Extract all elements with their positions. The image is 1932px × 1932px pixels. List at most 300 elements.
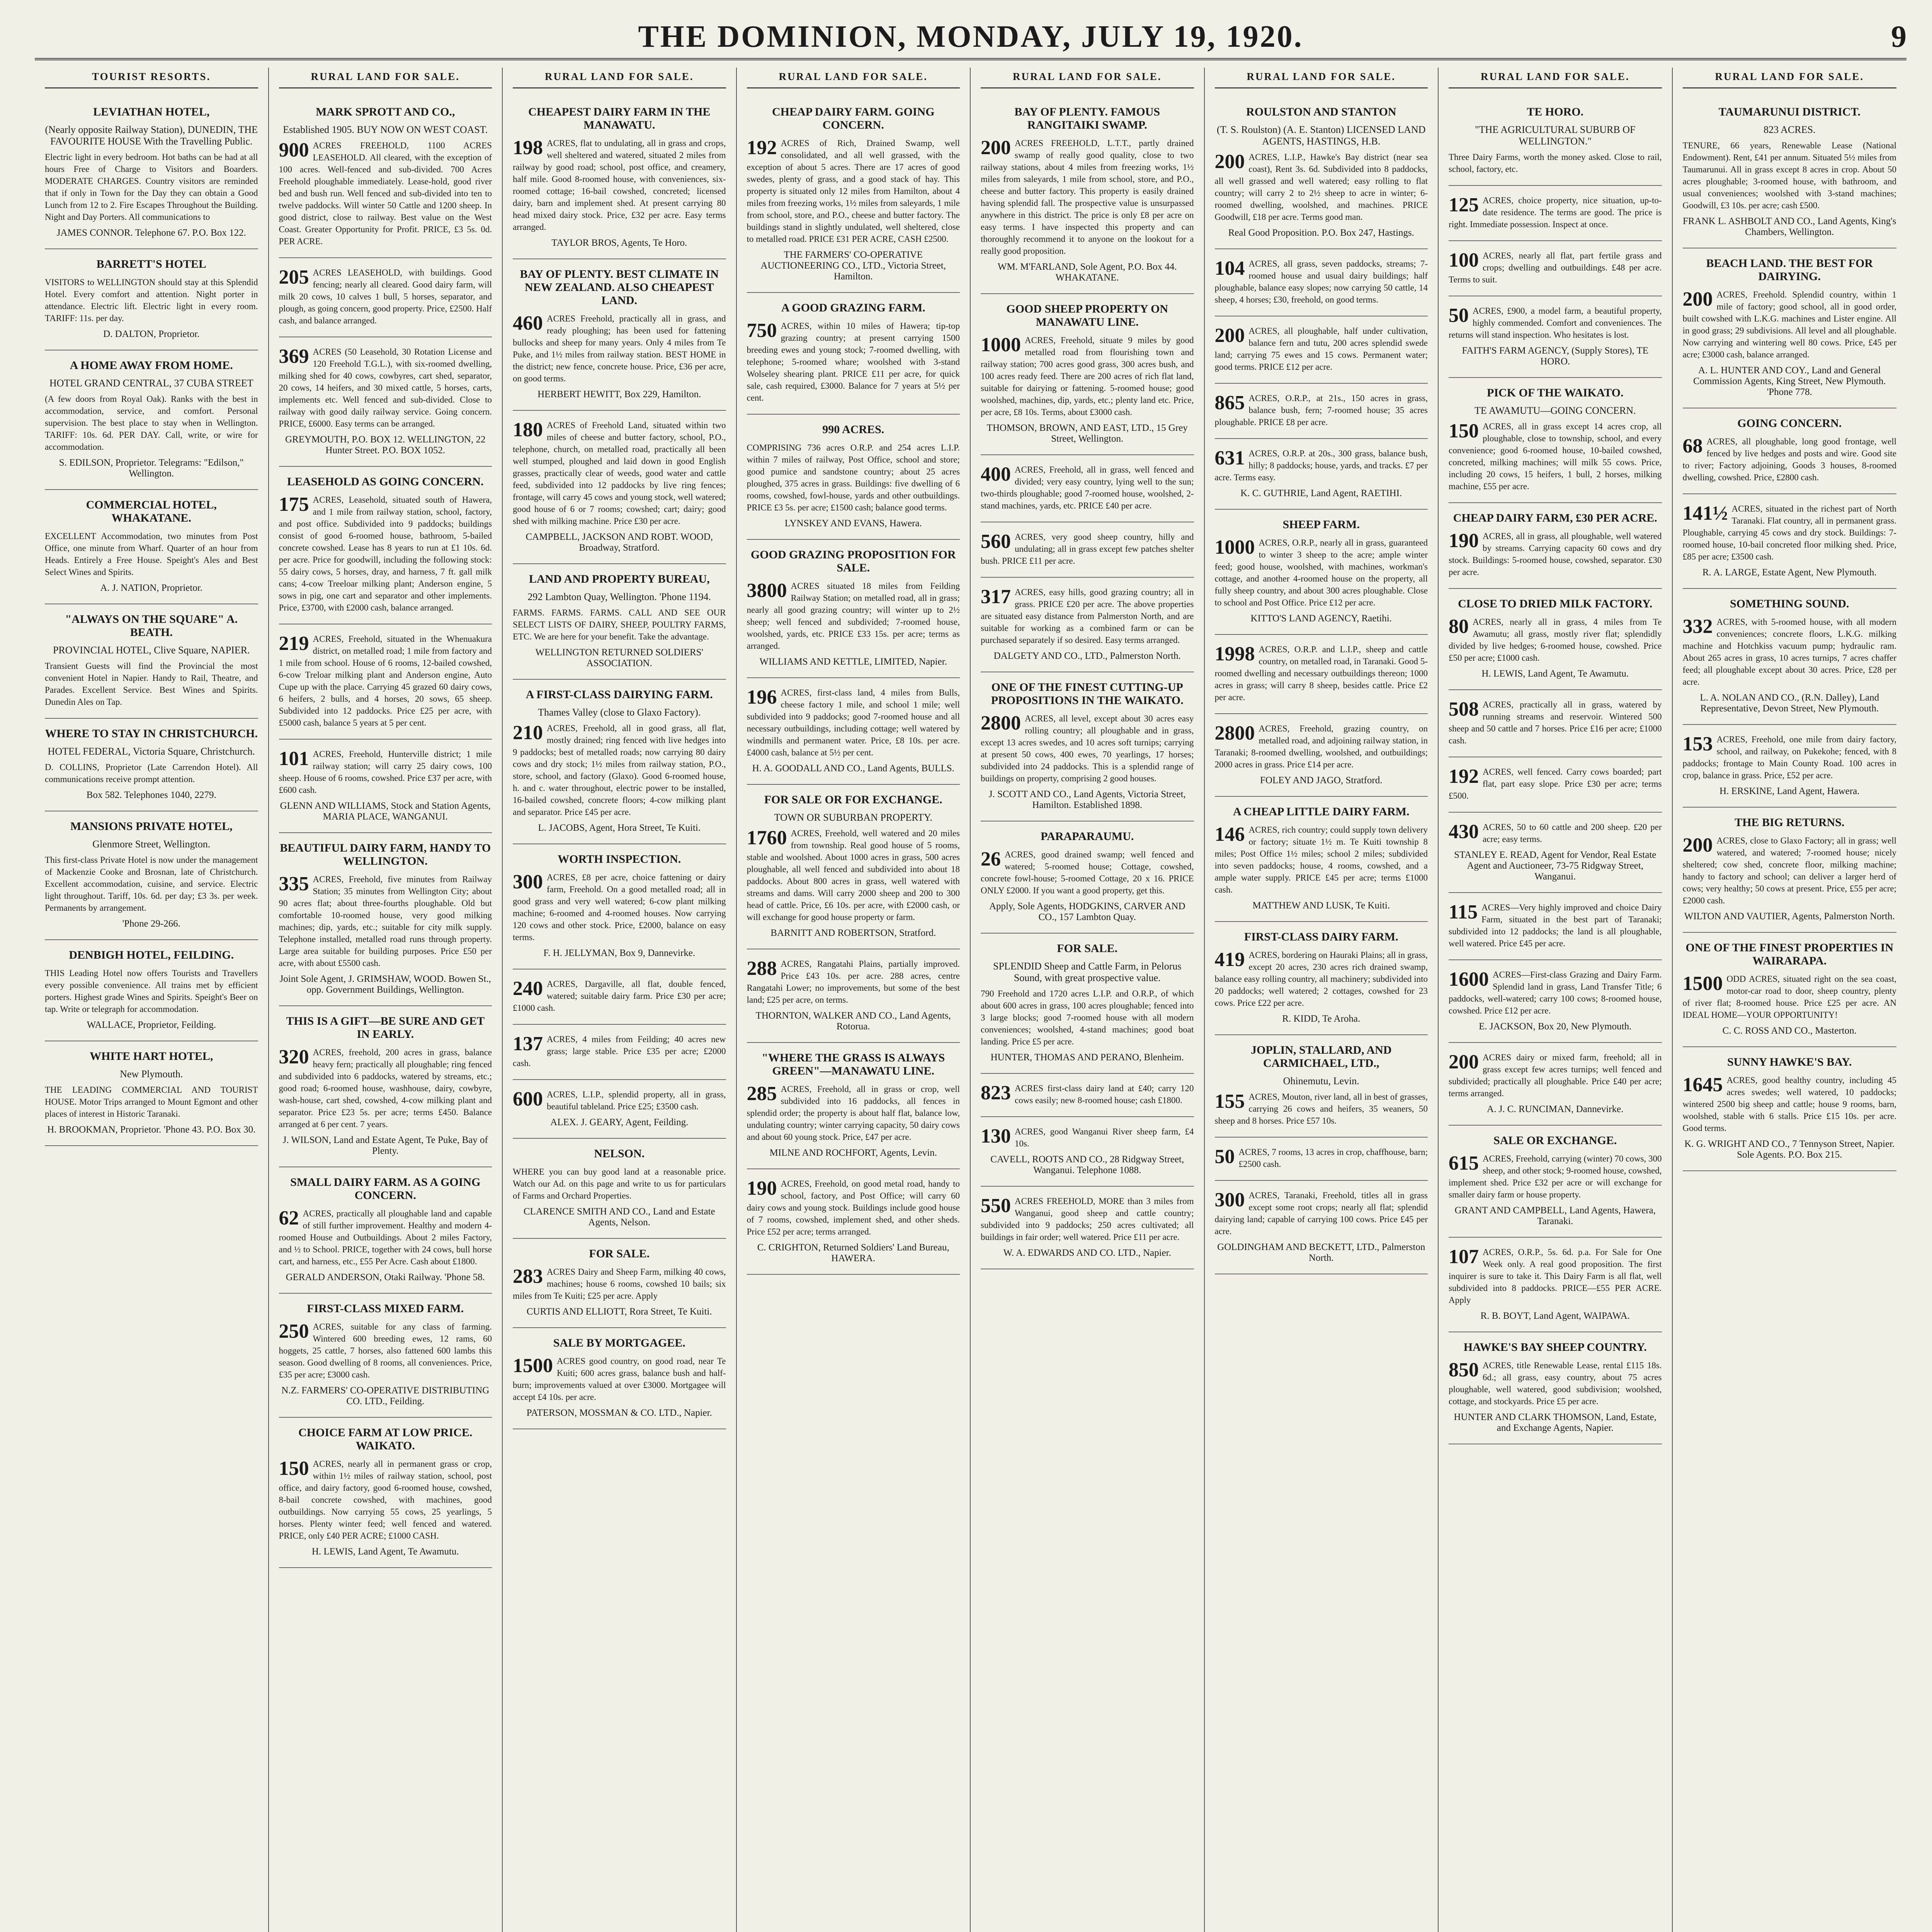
- ad-body: [45, 151, 258, 223]
- classified-ad: [1215, 97, 1428, 249]
- ad-text: ACRES, well fenced. Carry cows boarded; part flat, part easy slope. Price £30 per acre; terms £500.: [1449, 767, 1662, 801]
- classified-ad: [981, 934, 1194, 1074]
- masthead: [35, 15, 1906, 60]
- ad-body: [279, 873, 492, 969]
- ad-body: [513, 313, 726, 384]
- ad-signature: H. LEWIS, Land Agent, Te Awamutu.: [311, 1546, 459, 1557]
- ad-signature: K. G. WRIGHT AND CO., 7 Tennyson Street, Napier. Sole Agents. P.O. Box 215.: [1684, 1139, 1895, 1160]
- ad-signature: CAMPBELL, JACKSON AND ROBT. WOOD, Broadway, Stratford.: [526, 532, 713, 553]
- classified-ad: [747, 678, 960, 785]
- ad-text: ACRES, good healthy country, including 45 acres swedes; well watered, 10 paddocks; wintered 2500 big sheep and cattle; house 9 rooms, barn, woolshed, stable with 6 stalls. Price £15 10s. per acre. Good terms.: [1682, 1075, 1896, 1133]
- ad-text: ACRES good country, on good road, near Te Kuiti; 600 acres grass, balance bush and half-burn; improvements valued at over £3000. Mortgagee will accept £4 10s. per acre.: [513, 1356, 726, 1402]
- ad-subtitle: 823 ACRES.: [1764, 124, 1816, 135]
- ad-text: ACRES FREEHOLD, L.T.T., partly drained swamp of really good quality, close to two railway stations, about 4 miles from freezing works, 1½ miles from saleyards, 1 mile from school, store, and P.O., cheese and butter factory. This property is easily drained having splendid fall. The prospective value is unsurpassed anywhere in this district. The price is only £8 per acre on easy terms. I have inspected this property and can thoroughly recommend it to anyone on the lookout for a really good proposition.: [981, 138, 1194, 256]
- ad-title: LAND AND PROPERTY BUREAU,: [529, 573, 710, 585]
- ad-text: ACRES, 7 rooms, 13 acres in crop, chaffhouse, barn; £2500 cash.: [1238, 1147, 1428, 1169]
- ad-subtitle: Established 1905. BUY NOW ON WEST COAST.: [283, 124, 488, 135]
- ad-signature: THE FARMERS' CO-OPERATIVE AUCTIONEERING CO., LTD., Victoria Street, Hamilton.: [760, 250, 946, 282]
- ad-signature: FAITH'S FARM AGENCY, (Supply Stores), TE HORO.: [1462, 345, 1649, 367]
- classified-ad: [279, 467, 492, 624]
- column-header: TOURIST RESORTS.: [45, 68, 258, 88]
- ad-acreage: 210: [513, 722, 543, 744]
- page-column: [1673, 68, 1907, 1932]
- ad-title: MARK SPROTT AND CO.,: [316, 105, 455, 118]
- ad-subtitle: TOWN OR SUBURBAN PROPERTY.: [774, 812, 932, 823]
- ad-text: ACRES, all ploughable, half under cultivation, balance fern and tutu, 200 acres splendid swede land; carrying 75 ewes and 15 cows. Permanent water; good terms. PRICE £12 per acre.: [1214, 326, 1428, 372]
- ad-title: BAY OF PLENTY. BEST CLIMATE IN NEW ZEALAND. ALSO CHEAPEST LAND.: [520, 268, 719, 307]
- ad-body: [747, 827, 960, 923]
- ad-title: PARAPARAUMU.: [1041, 830, 1134, 843]
- ad-signature: FOLEY AND JAGO, Stratford.: [1260, 775, 1383, 786]
- classified-ad: [747, 415, 960, 540]
- ad-text: ACRES, rich country; could supply town delivery or factory; situate 1½ m. Te Kuiti township 8 miles; Post Office 1½ miles; school 2 miles; subdivided into seven paddocks; house, 4 rooms, cowshed, and a ample water supply. PRICE £45 per acre; terms £1000 cash.: [1214, 825, 1428, 895]
- classified-ad: [45, 1041, 258, 1146]
- ad-body: [981, 1126, 1194, 1150]
- ad-text: ACRES, suitable for any class of farming. Wintered 600 breeding ewes, 12 rams, 60 hoggets, 25 cattle, 7 horses, also fattened 600 lambs this season. Good dwelling of 8 rooms, all conveniences. Price, £35 per acre; £3000 cash.: [279, 1322, 492, 1379]
- ad-body: [513, 871, 726, 943]
- classified-ad: [1683, 97, 1897, 248]
- ad-text: ACRES, practically all in grass, watered by running streams and reservoir. Wintered 500 sheep and 50 cattle and 7 horses. Price £16 per acre; £1000 cash.: [1449, 700, 1662, 745]
- ad-text: EXCELLENT Accommodation, two minutes from Post Office, one minute from Wharf. Quarter of an hour from Heads. Entirely a Free House. Speight's Ales and Best Select Wines and Spirits.: [45, 531, 258, 577]
- ad-signature: H. A. GOODALL AND CO., Land Agents, BULLS.: [752, 763, 954, 774]
- ad-signature: HUNTER, THOMAS AND PERANO, Blenheim.: [990, 1052, 1184, 1063]
- ad-acreage: 1998: [1214, 643, 1255, 665]
- ad-acreage: 1760: [747, 827, 787, 849]
- classified-ad: [1215, 384, 1428, 439]
- ad-text: ACRES, all in grass except 14 acres crop, all ploughable, close to township, school, and every convenience; good 6-roomed house, 10-bailed cowshed, concreted, milking machines; will milk 55 cows. Price, including 20 cows, 15 heifers, 1 bull, 2 horses, milking machine, £55 per acre.: [1449, 422, 1662, 491]
- ad-body: [1215, 151, 1428, 223]
- classified-ad: [1449, 690, 1662, 757]
- ad-acreage: 26: [981, 848, 1001, 870]
- ad-body: [1449, 1153, 1662, 1201]
- classified-ad: [513, 97, 726, 259]
- classified-ad: [279, 337, 492, 467]
- ad-body: [279, 1208, 492, 1267]
- classified-ad: [513, 1139, 726, 1239]
- ad-body: [747, 1178, 960, 1238]
- ad-title: WHERE TO STAY IN CHRISTCHURCH.: [45, 727, 258, 740]
- classified-ad: [513, 1239, 726, 1328]
- ad-body: [981, 464, 1194, 512]
- ad-acreage: 419: [1214, 949, 1245, 971]
- ad-signature: GRANT AND CAMPBELL, Land Agents, Hawera, Taranaki.: [1454, 1205, 1656, 1226]
- ad-title: ONE OF THE FINEST PROPERTIES IN WAIRARAPA.: [1685, 941, 1894, 967]
- ad-text: D. COLLINS, Proprietor (Late Carrendon Hotel). All communications receive prompt attention.: [45, 762, 258, 784]
- ad-signature: WILTON AND VAUTIER, Agents, Palmerston North.: [1684, 911, 1895, 922]
- ad-title: LEVIATHAN HOTEL,: [93, 105, 210, 118]
- ad-signature: PATERSON, MOSSMAN & CO. LTD., Napier.: [526, 1408, 712, 1418]
- ad-title: A GOOD GRAZING FARM.: [781, 301, 925, 314]
- ad-body: [45, 761, 258, 785]
- ad-title: "ALWAYS ON THE SQUARE" A. BEATH.: [65, 613, 238, 639]
- ad-acreage: 460: [513, 312, 543, 334]
- ad-text: ACRES, Mouton, river land, all in best of grasses, carrying 26 cows and heifers, 35 weaners, 50 sheep and 8 horses. Price £57 10s.: [1214, 1092, 1428, 1126]
- ad-body: [279, 633, 492, 729]
- classified-ad: [981, 672, 1194, 821]
- ad-text: ODD ACRES, situated right on the sea coast, motor-car road to door, sheep country, plenty of river flat; 8-roomed house. Price £25 per acre. AN IDEAL HOME—YOUR OPPORTUNITY!: [1682, 974, 1896, 1020]
- ad-body: [1683, 139, 1897, 211]
- ad-body: [45, 660, 258, 708]
- ad-body: [45, 1084, 258, 1120]
- ad-text: ACRES situated 18 miles from Feilding Railway Station; on metalled road, all in grass; nearly all good grazing country; will winter up to 2½ sheep; well fenced and subdivided; 7-roomed house, woolshed, yards, etc. PRICE £33 15s. per acre; terms as arranged.: [747, 581, 960, 651]
- ad-text: ACRES, Freehold, five minutes from Railway Station; 35 minutes from Wellington City; about 90 acres flat; about three-fourths ploughable. Old but comfortable 10-roomed house, very good milking machines; dip, yards, etc.; suitable for city milk supply. Telephone installed, metalled road runs through property. Large area suitable for building purposes. Price £50 per acre, with about £5500 cash.: [279, 874, 492, 968]
- classified-ad: [45, 350, 258, 490]
- ad-acreage: 50: [1214, 1146, 1235, 1168]
- ad-text: Electric light in every bedroom. Hot baths can be had at all hours Free of Charge to Visitors and Boarders. MODERATE CHARGES. Country visitors are reminded that if only in Town for the Day they can obtain a Good Lunch from 12 to 2. Fire Escapes Throughout the Building. Night and Day Porters. All communications to: [45, 152, 258, 222]
- ad-text: ACRES, Freehold, one mile from dairy factory, school, and railway, on Pukekohe; fenced, with 8 paddocks; frontage to Main County Road. 100 acres in crop, balance in grass. Price, £52 per acre.: [1682, 735, 1896, 780]
- ad-title: BAY OF PLENTY. FAMOUS RANGITAIKI SWAMP.: [1014, 105, 1160, 131]
- classified-ad: [1449, 960, 1662, 1043]
- ad-text: ACRES, situated in the richest part of North Taranaki. Flat country, all in permanent grass. Ploughable, carrying 45 cows and dry stock. Buildings: 7-roomed house, 10-bail concreted floor milking shed. Price, £85 per acre; £3500 cash.: [1682, 504, 1896, 561]
- ad-acreage: 1000: [981, 334, 1021, 356]
- classified-ad: [981, 578, 1194, 672]
- ad-body: [1215, 1146, 1428, 1170]
- ad-text: ACRES, flat to undulating, all in grass and crops, well sheltered and watered, situated 2 miles from railway by good road; school, post office, and creamery, half mile. Good 8-roomed house, with conveniences, six-roomed cottage; 16-bail cowshed, concreted; licensed dairy, barn and implement shed. At present carrying 80 head mixed dairy stock. Price, £32 per acre. Easy terms arranged.: [513, 138, 726, 232]
- classified-ad: [1683, 408, 1897, 494]
- classified-ad: [981, 821, 1194, 934]
- ad-text: ACRES, nearly all in grass, 4 miles from Te Awamutu; all grass, mostly river flat; splendidly divided by live hedges; 6-roomed house, cowshed. Price £50 per acre; £1000 cash.: [1449, 617, 1662, 663]
- ad-acreage: 205: [279, 266, 309, 288]
- ad-body: [1215, 723, 1428, 770]
- ad-title: WORTH INSPECTION.: [558, 853, 681, 866]
- classified-ad: [513, 844, 726, 969]
- classified-ad: [45, 490, 258, 604]
- classified-ad: [1449, 186, 1662, 241]
- classified-ad: [981, 455, 1194, 522]
- ad-text: ACRES, first-class land, 4 miles from Bulls, cheese factory 1 mile, and school 1 mile; well subdivided into 9 paddocks; good 7-roomed house and all necessary outbuildings, including cottage; well watered by windmills and permanent water. Price, £8 10s. per acre. £4000 cash, balance at 5½ per cent.: [747, 688, 960, 757]
- ad-acreage: 150: [1449, 420, 1479, 442]
- classified-ad: [1683, 808, 1897, 933]
- ad-acreage: 62: [279, 1207, 299, 1229]
- ad-acreage: 250: [279, 1320, 309, 1342]
- ad-body: [513, 137, 726, 233]
- column-header: RURAL LAND FOR SALE.: [1449, 68, 1662, 88]
- ad-text: ACRES, O.R.P., at 21s., 150 acres in grass, balance bush, fern; 7-roomed house; 35 acres ploughable. PRICE £8 per acre.: [1214, 393, 1428, 427]
- ad-body: [747, 687, 960, 759]
- ad-signature: 'Phone 29-266.: [122, 918, 180, 929]
- ad-signature: GERALD ANDERSON, Otaki Railway. 'Phone 58.: [286, 1272, 485, 1282]
- ad-title: HAWKE'S BAY SHEEP COUNTRY.: [1463, 1341, 1647, 1354]
- ad-acreage: 192: [747, 137, 777, 159]
- ad-body: [1215, 325, 1428, 373]
- ad-signature: CAVELL, ROOTS AND CO., 28 Ridgway Street, Wanganui. Telephone 1088.: [990, 1154, 1184, 1175]
- ad-text: ACRES, 50 to 60 cattle and 200 sheep. £20 per acre; easy terms.: [1483, 822, 1662, 844]
- ad-subtitle: SPLENDID Sheep and Cattle Farm, in Pelorus Sound, with great prospective value.: [993, 961, 1182, 983]
- ad-acreage: 80: [1449, 616, 1469, 638]
- ad-text: ACRES LEASEHOLD, with buildings. Good fencing; nearly all cleared. Good dairy farm, will milk 20 cows, 10 calves 1 bull, 5 horses, separator, and plough, as going concern, good property. Price, £2500. Half cash, and balance arranged.: [279, 268, 492, 325]
- ad-text: ACRES, Freehold, on good metal road, handy to school, factory, and Post Office; will carry 60 dairy cows and young stock. Buildings include good house of 7 rooms, cowshed, implement shed, and other sheds. Price £52 per acre; terms arranged.: [747, 1179, 960, 1236]
- ad-body: [1215, 824, 1428, 896]
- ad-body: [981, 1082, 1194, 1106]
- ad-acreage: 850: [1449, 1359, 1479, 1381]
- ad-body: [1449, 1359, 1662, 1407]
- ad-body: [1449, 1051, 1662, 1099]
- ad-signature: CURTIS AND ELLIOTT, Rora Street, Te Kuiti.: [526, 1306, 712, 1317]
- ad-title: CLOSE TO DRIED MILK FACTORY.: [1458, 597, 1653, 610]
- ad-body: [1215, 537, 1428, 609]
- ad-title: FOR SALE OR FOR EXCHANGE.: [764, 793, 942, 806]
- classified-ad: [513, 411, 726, 564]
- ad-text: ACRES, O.R.P. and L.I.P., sheep and cattle country, on metalled road, in Taranaki. Good 5-roomed dwelling and necessary outbuildings thereon; 1000 acres in grass; will carry 8 sheep, besides cattle. Price £2 per acre.: [1214, 645, 1428, 702]
- classified-ad: [279, 740, 492, 833]
- ad-signature: ALEX. J. GEARY, Agent, Feilding.: [550, 1117, 689, 1128]
- ad-text: ACRES FREEHOLD, MORE than 3 miles from Wanganui, good sheep and cattle country; subdivided into 9 paddocks; 250 acres cultivated; all buildings in fair order; well watered. Price £11 per acre.: [981, 1196, 1194, 1242]
- ad-acreage: 141½: [1682, 502, 1728, 524]
- ad-title: FOR SALE.: [1057, 942, 1118, 955]
- ad-signature: J. WILSON, Land and Estate Agent, Te Puke, Bay of Plenty.: [282, 1135, 488, 1156]
- classified-ad: [1449, 893, 1662, 960]
- ad-signature: Box 582. Telephones 1040, 2279.: [86, 790, 216, 800]
- ad-text: ACRES, Freehold. Splendid country, within 1 mile of factory; good school, all in good order, built cowshed with L.K.G. machines and Lister engine. All in good grass; 29 subdivisions. All level and all ploughable. Now carrying and wintering well 80 cows. Price, £45 per acre; £3000 cash, balance arranged.: [1682, 290, 1896, 359]
- ad-title: SHEEP FARM.: [1282, 518, 1360, 531]
- ad-signature: MATTHEW AND LUSK, Te Kuiti.: [1252, 900, 1390, 911]
- ad-text: ACRES, Freehold, well watered and 20 miles from township. Real good house of 5 rooms, stable and woolshed. About 1000 acres in grass, 500 acres ploughable, all well fenced and subdivided into about 18 paddocks. About 800 acres in grass, well watered with streams and dams. Will carry 2000 sheep and 200 to 300 head of cattle. Price, £6 10s. per acre, with £2000 cash, or will exchange for good house property or farm.: [747, 828, 960, 922]
- ad-signature: GLENN AND WILLIAMS, Stock and Station Agents, MARIA PLACE, WANGANUI.: [280, 801, 491, 822]
- ad-acreage: 104: [1214, 257, 1245, 279]
- ad-text: ACRES—First-class Grazing and Dairy Farm. Splendid land in grass, Land Transfer Title; 6 paddocks, well-watered; carry 100 cows; 8-roomed house, cowshed. Price £12 per acre.: [1449, 970, 1662, 1015]
- ad-body: [1683, 835, 1897, 906]
- classified-ad: [1449, 97, 1662, 186]
- ad-signature: Apply, Sole Agents, HODGKINS, CARVER AND CO., 157 Lambton Quay.: [989, 901, 1185, 922]
- ad-body: [1449, 901, 1662, 949]
- ad-title: GOOD SHEEP PROPERTY ON MANAWATU LINE.: [1006, 303, 1168, 328]
- ad-text: ACRES, O.R.P., nearly all in grass, guaranteed to winter 3 sheep to the acre; ample winter feed; good house, woolshed, with machines, workman's cottage, and another 4-roomed house on the property, all fully sheep country, and about 300 acres ploughable. Close to school and Post Office. Price £12 per acre.: [1214, 538, 1428, 607]
- ad-text: ACRES, with 5-roomed house, with all modern conveniences; concrete floors, L.K.G. milking machine and Hotchkiss vacuum pump; hydraulic ram. About 265 acres in grass, 10 acres turnips, 7 acres chaffer feed; all ploughable except about 30 acres. Price, £28 per acre.: [1682, 617, 1896, 687]
- ad-acreage: 288: [747, 957, 777, 980]
- ad-signature: S. EDILSON, Proprietor. Telegrams: "Edilson," Wellington.: [59, 457, 244, 479]
- classified-ad: [1683, 1047, 1897, 1171]
- ad-title: THIS IS A GIFT—BE SURE AND GET IN EARLY.: [286, 1015, 485, 1041]
- classified-ad: [45, 811, 258, 940]
- ad-acreage: 146: [1214, 823, 1245, 845]
- ad-acreage: 200: [981, 137, 1011, 159]
- ad-subtitle: New Plymouth.: [120, 1068, 183, 1080]
- ad-subtitle: (T. S. Roulston) (A. E. Stanton) LICENSED LAND AGENTS, HASTINGS, H.B.: [1217, 124, 1426, 147]
- ad-body: [1215, 1091, 1428, 1127]
- column-header: RURAL LAND FOR SALE.: [1215, 68, 1428, 88]
- ad-body: [981, 334, 1194, 418]
- ad-body: [513, 419, 726, 527]
- ad-subtitle: HOTEL GRAND CENTRAL, 37 CUBA STREET: [49, 378, 253, 389]
- classified-ad: [981, 522, 1194, 578]
- ad-acreage: 200: [1214, 151, 1245, 173]
- ad-title: A FIRST-CLASS DAIRYING FARM.: [526, 688, 713, 701]
- ad-signature: R. KIDD, Te Aroha.: [1282, 1014, 1361, 1024]
- ad-title: SMALL DAIRY FARM. AS A GOING CONCERN.: [290, 1176, 481, 1202]
- ad-signature: DALGETY AND CO., LTD., Palmerston North.: [993, 651, 1181, 661]
- classified-ad: [1449, 589, 1662, 690]
- ad-title: THE BIG RETURNS.: [1735, 816, 1845, 829]
- classified-ad: [1449, 1043, 1662, 1126]
- ad-text: ACRES, Freehold, all in grass, well fenced and divided; very easy country, lying well to the sun; two-thirds ploughable; good 7-roomed house, woolshed, 2-stand machines, yards, etc. PRICE £40 per acre.: [981, 465, 1194, 510]
- ad-text: FARMS. FARMS. FARMS. CALL AND SEE OUR SELECT LISTS OF DAIRY, SHEEP, POULTRY FARMS, ETC. We are here for your benefit. Take the advantage.: [513, 608, 726, 641]
- ad-subtitle: 292 Lambton Quay, Wellington. 'Phone 1194.: [527, 591, 711, 602]
- classified-ad: [513, 259, 726, 411]
- ad-body: [1215, 447, 1428, 483]
- ad-acreage: 1500: [513, 1355, 553, 1377]
- classified-ad: [1449, 1126, 1662, 1238]
- ad-acreage: 631: [1214, 447, 1245, 469]
- ad-text: TENURE, 66 years, Renewable Lease (National Endowment). Rent, £41 per annum. Situated 5½ miles from Taumarunui. All in grass except 8 acres in crop. About 50 acres ploughable; 3-roomed house, with bathroom, and usual conveniences; woolshed with 3-stand machines; Goodwill, £3 10s. per acre; cash £500.: [1682, 141, 1896, 210]
- classified-ad: [1215, 922, 1428, 1035]
- ad-signature: STANLEY E. READ, Agent for Vendor, Real Estate Agent and Auctioneer, 73-75 Ridgway Street, Wanganui.: [1454, 850, 1656, 882]
- ad-title: FOR SALE.: [589, 1247, 650, 1260]
- ad-body: [747, 442, 960, 514]
- ad-body: [1449, 766, 1662, 802]
- classified-ad: [1449, 378, 1662, 503]
- ad-body: [1449, 969, 1662, 1017]
- ad-text: ACRES, O.R.P., 5s. 6d. p.a. For Sale for One Week only. A real good proposition. The first inquirer is sure to take it. This Dairy Farm is all flat, well subdivided into 8 paddocks. PRICE—£55 PER ACRE. Apply: [1449, 1247, 1662, 1305]
- classified-ad: [45, 719, 258, 811]
- ad-title: MANSIONS PRIVATE HOTEL,: [70, 820, 233, 833]
- ad-body: [1683, 733, 1897, 781]
- ad-body: [747, 137, 960, 245]
- ad-signature: WM. M'FARLAND, Sole Agent, P.O. Box 44. WHAKATANE.: [997, 262, 1177, 283]
- ad-acreage: 190: [747, 1177, 777, 1199]
- classified-ad: [45, 940, 258, 1041]
- ad-signature: MILNE AND ROCHFORT, Agents, Levin.: [769, 1148, 937, 1158]
- ad-acreage: 2800: [981, 712, 1021, 734]
- ad-text: COMPRISING 736 acres O.R.P. and 254 acres L.I.P. within 7 miles of railway, Post Office, school and store; good pumice and sandstone country; about 25 acres ploughed, 375 acres in grass. Buildings: five dwelling of 6 rooms, cowshed, fowl-house, yards and other outbuildings. PRICE £3 5s. per acre; £1500 cash; balance good terms.: [747, 443, 960, 512]
- masthead-title: THE DOMINION, MONDAY, JULY 19, 1920.: [638, 19, 1303, 54]
- ad-body: [1683, 616, 1897, 688]
- page-column: [1439, 68, 1673, 1932]
- ad-title: 990 ACRES.: [822, 423, 884, 436]
- ad-subtitle: Ohinemutu, Levin.: [1283, 1075, 1359, 1087]
- ad-acreage: 300: [513, 871, 543, 893]
- ad-body: [1449, 821, 1662, 845]
- page-column: [35, 68, 269, 1932]
- ad-signature: W. A. EDWARDS AND CO. LTD., Napier.: [1003, 1248, 1171, 1258]
- ad-body: [747, 320, 960, 404]
- ad-signature: L. A. NOLAN AND CO., (R.N. Dalley), Land Representative, Devon Street, New Plymouth.: [1700, 692, 1879, 714]
- ad-text: ACRES Freehold, practically all in grass, and ready ploughing; has been used for fattening bullocks and sheep for many years. Only 4 miles from Te Puke, and 1½ miles from railway station. BEST HOME in the district; new fence, concrete house. Price, £36 per acre, on good terms.: [513, 314, 726, 383]
- ad-text: ACRES, nearly all in permanent grass or crop, within 1½ miles of railway station, school, post office, and dairy factory, good 6-roomed house, cowshed, 8-bail concrete cowshed, with machines, good outbuildings. Now carrying 55 cows, 25 yearlings, 5 horses. Plenty winter feed; well fenced and watered. PRICE, only £40 PER ACRE; £1000 CASH.: [279, 1459, 492, 1541]
- classified-ad: [981, 97, 1194, 294]
- classified-ad: [513, 1328, 726, 1429]
- ad-title: FIRST-CLASS MIXED FARM.: [307, 1302, 464, 1315]
- classified-ad: [1215, 1181, 1428, 1274]
- ad-body: [1449, 151, 1662, 175]
- classified-ad: [1449, 1238, 1662, 1332]
- ad-text: ACRES, practically all ploughable land and capable of still further improvement. Healthy and modern 4-roomed House and Outbuildings. About 2 miles Factory, and ½ to School. PRICE, together with 24 cows, bull horse cart, and harness, etc., £55 Per Acre. Cash about £1800.: [279, 1209, 492, 1266]
- classified-ad: [1449, 813, 1662, 893]
- ad-acreage: 369: [279, 345, 309, 367]
- ad-title: TAUMARUNUI DISTRICT.: [1718, 105, 1861, 118]
- ad-text: ACRES FREEHOLD, 1100 ACRES LEASEHOLD. All cleared, with the exception of 100 acres. Well-fenced and sub-divided. 700 Acres Freehold ploughable immediately. Lease-hold, good river bed and bush run. Well fenced and sub-divided into ten to twelve paddocks. Will winter 50 Cattle and 1200 sheep. In good district, close to railway. Best value on the West Coast. Greater Opportunity for Profit. PRICE, £3 5s. 0d. PER ACRE.: [279, 141, 492, 246]
- ad-signature: HERBERT HEWITT, Box 229, Hamilton.: [537, 389, 701, 400]
- ad-title: PICK OF THE WAIKATO.: [1487, 386, 1624, 399]
- classified-ad: [513, 680, 726, 844]
- ad-body: [747, 958, 960, 1006]
- classified-ad: [279, 833, 492, 1006]
- ad-body: [981, 713, 1194, 784]
- ad-body: [981, 586, 1194, 646]
- classified-ad: [747, 949, 960, 1043]
- ad-text: ACRES, L.I.P., Hawke's Bay district (near sea coast), Rent 3s. 6d. Subdivided into 8 paddocks, all well grassed and well watered; easy rolling to flat country; will carry 2 to 2½ sheep to acre in winter; 6-roomed dwelling, woolshed, and machines. PRICE Goodwill, £18 per acre. Terms good man.: [1214, 152, 1428, 222]
- ad-body: [1215, 258, 1428, 306]
- ad-body: [1449, 194, 1662, 230]
- ad-body: [981, 849, 1194, 896]
- ad-text: ACRES, title Renewable Lease, rental £115 18s. 6d.; all grass, easy country, about 75 acres ploughable, well watered, good subdivision; woolshed, cottage, and stockyards. Price £5 per acre.: [1449, 1361, 1662, 1406]
- ad-text: ACRES, close to Glaxo Factory; all in grass; well watered, and watered; 7-roomed house; nicely sheltered; cow shed, concrete floor, milking machine; handy to factory and school; can deliver a larger herd of cows; very healthy; 50 cows at present. Price, £55 per acre; £2000 cash.: [1682, 836, 1896, 905]
- ad-body: [279, 494, 492, 614]
- ad-signature: THOMSON, BROWN, AND EAST, LTD., 15 Grey Street, Wellington.: [986, 423, 1188, 444]
- column-grid: [35, 68, 1906, 1932]
- classified-ad: [1215, 1035, 1428, 1138]
- ad-body: [45, 393, 258, 453]
- ad-acreage: 219: [279, 633, 309, 655]
- ad-acreage: 125: [1449, 194, 1479, 216]
- classified-ad: [981, 294, 1194, 455]
- ad-title: ROULSTON AND STANTON: [1246, 105, 1396, 118]
- ad-acreage: 175: [279, 493, 309, 515]
- ad-signature: FRANK L. ASHBOLT AND CO., Land Agents, King's Chambers, Wellington.: [1683, 216, 1896, 237]
- ad-body: [1683, 289, 1897, 361]
- ad-text: This first-class Private Hotel is now under the management of Mackenzie Cooke and Brosnan, late of Christchurch. Excellent accommodation, cuisine, and service. Electric light throughout. Tariff, 10s. 6d. per day; £3 3s. per week. Permanents by arrangement.: [45, 855, 258, 913]
- ad-acreage: 198: [513, 137, 543, 159]
- ad-text: ACRES dairy or mixed farm, freehold; all in grass except few acres turnips; well fenced and subdivided; practically all ploughable. Price £40 per acre; terms arranged.: [1449, 1053, 1662, 1098]
- ad-signature: E. JACKSON, Box 20, New Plymouth.: [1479, 1021, 1632, 1032]
- ad-acreage: 320: [279, 1046, 309, 1068]
- ad-text: ACRES, O.R.P. at 20s., 300 grass, balance bush, hilly; 8 paddocks; house, yards, and tracks. £7 per acre. Terms easy.: [1214, 449, 1428, 482]
- ad-acreage: 190: [1449, 530, 1479, 552]
- classified-ad: [45, 604, 258, 719]
- classified-ad: [279, 1294, 492, 1418]
- ad-body: [45, 276, 258, 324]
- ad-signature: F. H. JELLYMAN, Box 9, Dannevirke.: [543, 948, 696, 958]
- ad-signature: Real Good Proposition. P.O. Box 247, Hastings.: [1228, 228, 1414, 238]
- column-header: RURAL LAND FOR SALE.: [981, 68, 1194, 88]
- classified-ad: [513, 564, 726, 680]
- ad-acreage: 283: [513, 1265, 543, 1287]
- ad-body: [1683, 1074, 1897, 1134]
- classified-ad: [747, 293, 960, 415]
- ad-signature: KITTO'S LAND AGENCY, Raetihi.: [1250, 613, 1392, 624]
- ad-body: [279, 748, 492, 796]
- ad-signature: BARNITT AND ROBERTSON, Stratford.: [770, 928, 936, 938]
- ad-title: "WHERE THE GRASS IS ALWAYS GREEN"—MANAWATU LINE.: [762, 1051, 945, 1077]
- ad-body: [1683, 435, 1897, 483]
- ad-subtitle: Thames Valley (close to Glaxo Factory).: [538, 707, 701, 718]
- classified-ad: [747, 97, 960, 293]
- ad-signature: H. LEWIS, Land Agent, Te Awamutu.: [1481, 668, 1629, 679]
- ad-body: [1449, 616, 1662, 664]
- ad-title: SOMETHING SOUND.: [1730, 597, 1849, 610]
- ad-acreage: 155: [1214, 1090, 1245, 1112]
- classified-ad: [513, 969, 726, 1025]
- ad-signature: TAYLOR BROS, Agents, Te Horo.: [551, 238, 687, 248]
- ad-signature: D. DALTON, Proprietor.: [103, 329, 200, 339]
- column-header: RURAL LAND FOR SALE.: [747, 68, 960, 88]
- ad-body: [513, 607, 726, 643]
- classified-ad: [1449, 296, 1662, 378]
- page-column: [971, 68, 1205, 1932]
- ad-acreage: 300: [1214, 1189, 1245, 1211]
- ad-acreage: 153: [1682, 733, 1713, 755]
- ad-body: [1215, 1189, 1428, 1237]
- column-header: RURAL LAND FOR SALE.: [1683, 68, 1897, 88]
- classified-ad: [279, 1006, 492, 1167]
- ad-title: JOPLIN, STALLARD, AND CARMICHAEL, LTD.,: [1251, 1044, 1392, 1070]
- classified-ad: [45, 97, 258, 249]
- classified-ad: [747, 1169, 960, 1275]
- ad-title: CHEAP DAIRY FARM, £30 PER ACRE.: [1453, 512, 1657, 524]
- classified-ad: [981, 1074, 1194, 1117]
- ad-text: ACRES, freehold, 200 acres in grass, balance heavy fern; practically all ploughable; ring fenced and subdivided into 6 paddocks, watered by streams, etc.; good road; 6-roomed house, washhouse, dairy, cowbyre, wash-house, cart shed, cowshed, 4-cow milking plant and separator. Price £23 5s. per acre; terms £450. Balance arranged at 6 per cent. 7 years.: [279, 1048, 492, 1129]
- classified-ad: [1215, 510, 1428, 635]
- ad-acreage: 508: [1449, 698, 1479, 720]
